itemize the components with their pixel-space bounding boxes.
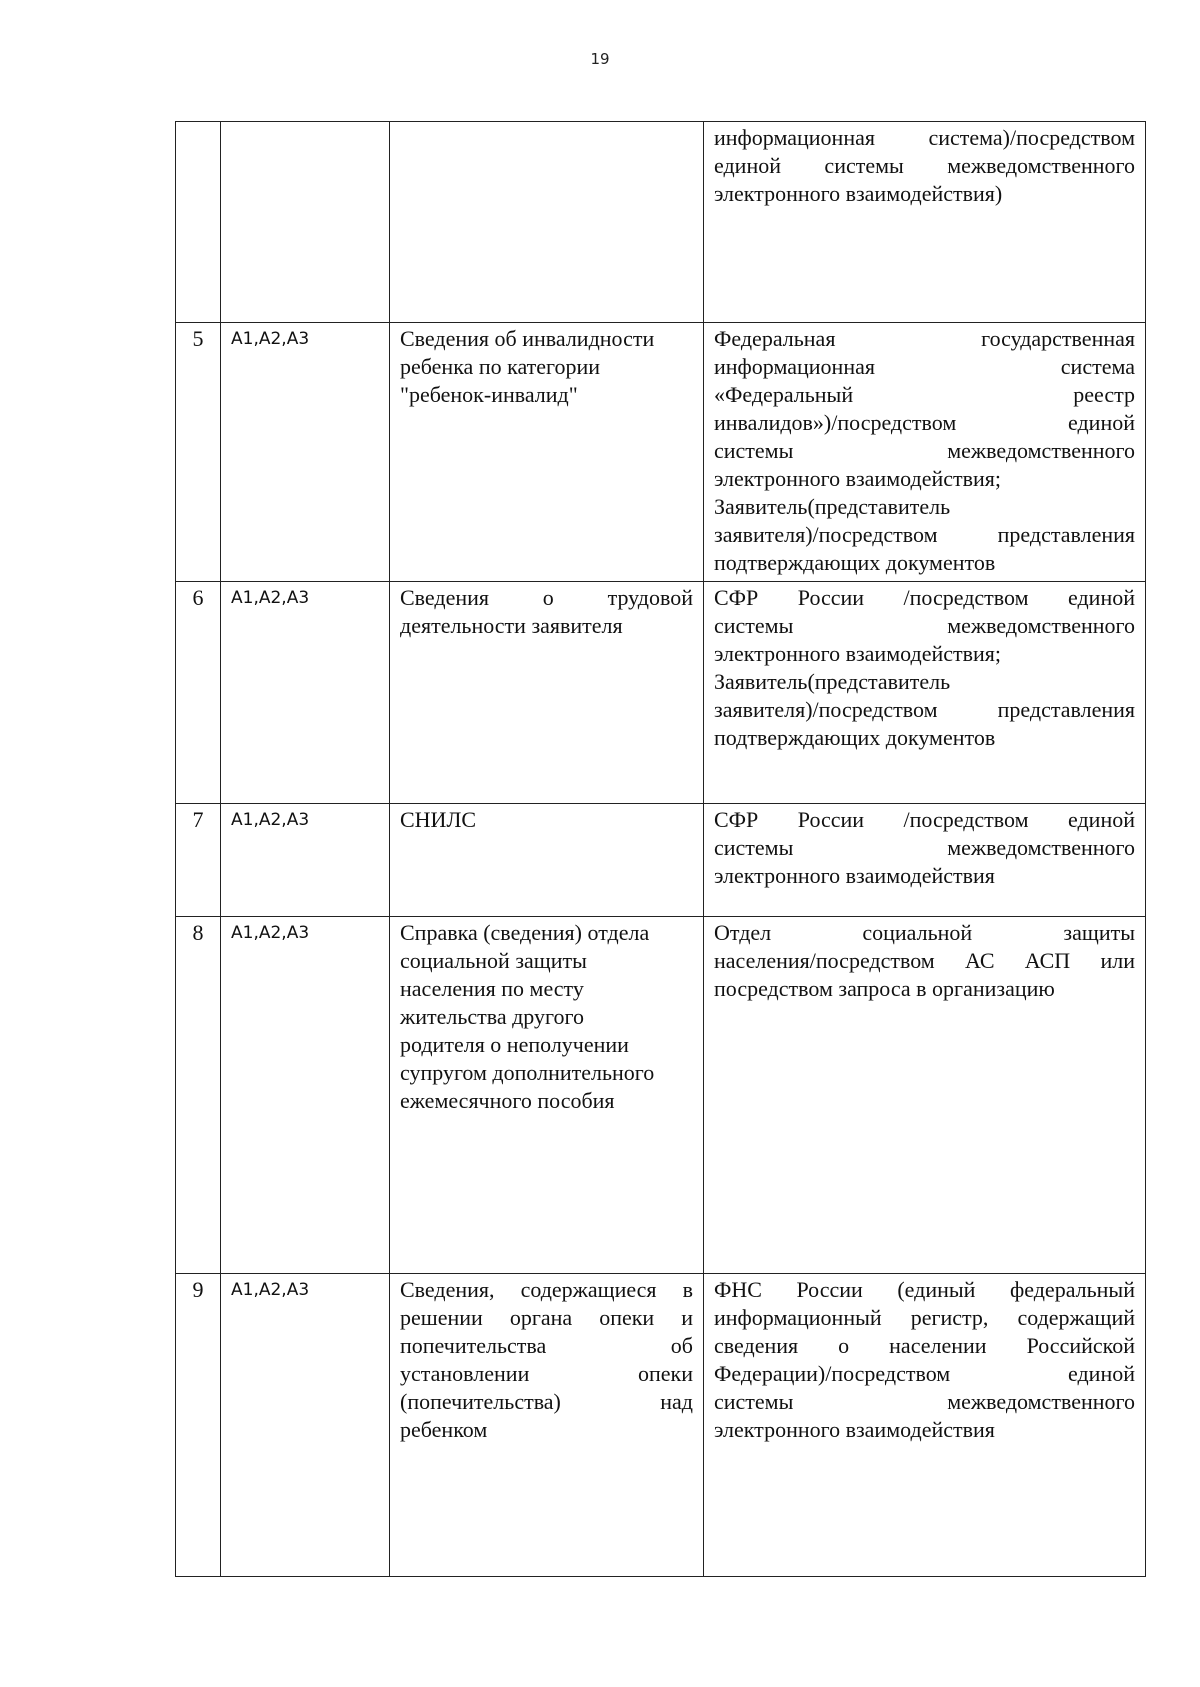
document-source-line: заявителя)/посредством представления (714, 522, 1135, 547)
document-name-line: супругом дополнительного (400, 1060, 655, 1085)
document-name (390, 582, 704, 804)
document-name (390, 1274, 704, 1577)
document-source (704, 582, 1146, 804)
document-name-line: деятельности заявителя (400, 613, 623, 638)
table-row (176, 917, 1146, 1274)
row-number: 5 (176, 323, 221, 582)
row-number: 6 (176, 582, 221, 804)
applicant-codes: А1,А2,А3 (221, 1274, 390, 1577)
applicant-codes: А1,А2,А3 (221, 804, 390, 917)
table-row (176, 323, 1146, 582)
document-source-line: информационный регистр, содержащий (714, 1305, 1135, 1330)
document-source-line: электронного взаимодействия (714, 1417, 995, 1442)
document-name-line: ребенка по категории (400, 354, 601, 379)
document-source-line: заявителя)/посредством представления (714, 697, 1135, 722)
document-source (704, 122, 1146, 323)
document-source-line: СФР России /посредством единой (714, 585, 1135, 610)
row-number (176, 122, 221, 323)
document-source-line: инвалидов»)/посредством единой (714, 410, 1135, 435)
document-source-line: СФР России /посредством единой (714, 807, 1135, 832)
document-name-line: ежемесячного пособия (400, 1088, 615, 1113)
document-source-line: Федеральная государственная (714, 326, 1135, 351)
row-number: 7 (176, 804, 221, 917)
document-source-line: подтверждающих документов (714, 725, 996, 750)
document-source-line: системы межведомственного (714, 835, 1135, 860)
document-name-line: Сведения об инвалидности (400, 326, 655, 351)
document-source-line: системы межведомственного (714, 1389, 1135, 1414)
table-row (176, 122, 1146, 323)
document-source-line: системы межведомственного (714, 438, 1135, 463)
document-source-line: информационная система)/посредством (714, 125, 1135, 150)
row-number: 8 (176, 917, 221, 1274)
applicant-codes: А1,А2,А3 (221, 917, 390, 1274)
document-source-line: ФНС России (единый федеральный (714, 1277, 1135, 1302)
document-source (704, 804, 1146, 917)
row-number: 9 (176, 1274, 221, 1577)
document-name-line: СНИЛС (400, 807, 477, 832)
applicant-codes (221, 122, 390, 323)
document-source-line: Отдел социальной защиты (714, 920, 1135, 945)
table-row (176, 582, 1146, 804)
document-name-line: жительства другого (400, 1004, 584, 1029)
document-source-line: населения/посредством АС АСП или (714, 948, 1135, 973)
document-name-line: родителя о неполучении (400, 1032, 629, 1057)
document-source-line: Заявитель(представитель (714, 494, 951, 519)
document-name-line: установлении опеки (400, 1361, 693, 1386)
document-source-line: Заявитель(представитель (714, 669, 951, 694)
document-source-line: электронного взаимодействия; (714, 466, 1001, 491)
document-name-line: решении органа опеки и (400, 1305, 693, 1330)
document-name (390, 917, 704, 1274)
document-source (704, 917, 1146, 1274)
applicant-codes: А1,А2,А3 (221, 323, 390, 582)
document-source-line: Федерации)/посредством единой (714, 1361, 1135, 1386)
document-source-line: электронного взаимодействия) (714, 181, 1003, 206)
document-source (704, 1274, 1146, 1577)
document-name-line: населения по месту (400, 976, 584, 1001)
document-source-line: сведения о населении Российской (714, 1333, 1135, 1358)
document-name (390, 122, 704, 323)
document-source-line: электронного взаимодействия (714, 863, 995, 888)
document-name-line: (попечительства) над (400, 1389, 693, 1414)
document-name (390, 323, 704, 582)
document-table (175, 121, 1146, 1577)
document-source-line: электронного взаимодействия; (714, 641, 1001, 666)
document-source-line: «Федеральный реестр (714, 382, 1135, 407)
document-name-line: Сведения о трудовой (400, 585, 693, 610)
document-source-line: системы межведомственного (714, 613, 1135, 638)
document-name-line: ребенком (400, 1417, 488, 1442)
document-source-line: информационная система (714, 354, 1135, 379)
document-name-line: Справка (сведения) отдела (400, 920, 650, 945)
table-row (176, 1274, 1146, 1577)
document-name-line: социальной защиты (400, 948, 587, 973)
table-row (176, 804, 1146, 917)
document-source (704, 323, 1146, 582)
document-source-line: единой системы межведомственного (714, 153, 1135, 178)
document-name-line: попечительства об (400, 1333, 693, 1358)
page-number: 19 (590, 50, 610, 68)
document-name (390, 804, 704, 917)
document-name-line: Сведения, содержащиеся в (400, 1277, 693, 1302)
applicant-codes: А1,А2,А3 (221, 582, 390, 804)
document-name-line: "ребенок-инвалид" (400, 382, 578, 407)
document-source-line: подтверждающих документов (714, 550, 996, 575)
document-source-line: посредством запроса в организацию (714, 976, 1055, 1001)
